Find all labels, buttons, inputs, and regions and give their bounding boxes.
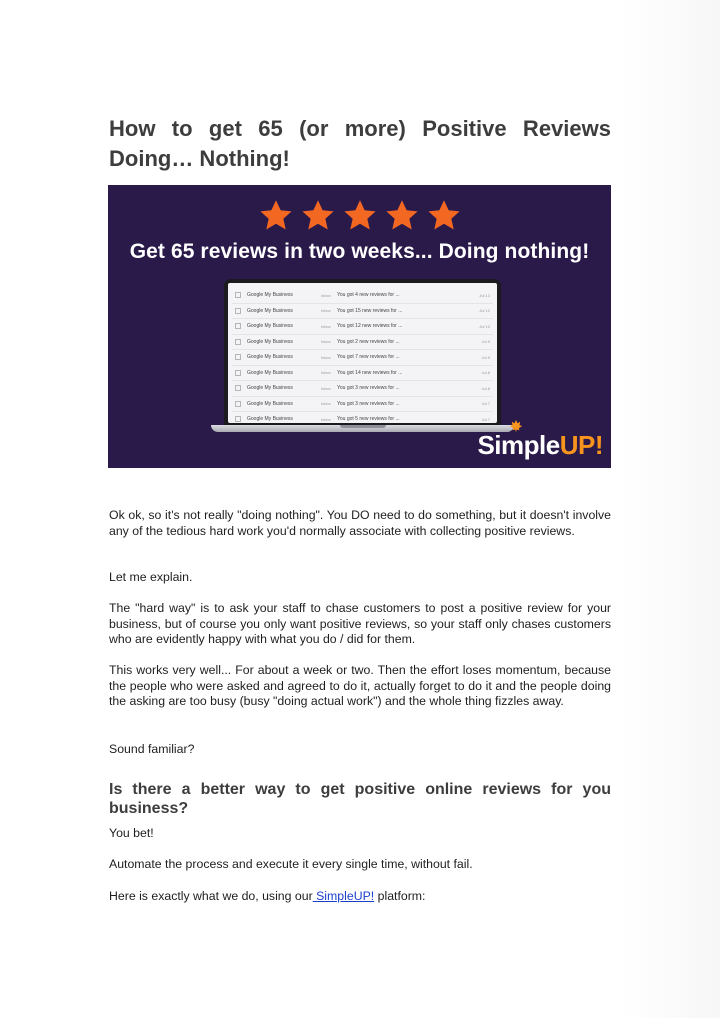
email-sender: Google My Business [247,323,293,330]
email-row [232,397,493,413]
paragraph-momentum: This works very well... For about a week or two. Then the effort loses momentum, because the people who were asked and agreed to do it, actually forget to do it and the people doing the asking are too busy (busy "doing actual work") and the whole thing fizzles away. [109,663,611,708]
email-date: Jul 9 [481,339,490,345]
page-edge-shade [620,0,720,1018]
simpleup-logo [477,430,603,461]
email-sender: Google My Business [247,400,293,407]
email-subject: You got 15 new reviews for ... [337,307,403,314]
email-subject: You got 12 new reviews for ... [337,323,403,330]
email-date: Jul 8 [481,385,490,391]
email-row [232,366,493,382]
email-date: Jul 9 [481,354,490,360]
email-row [232,335,493,351]
checkbox-icon [235,370,241,376]
paragraph-intro: Ok ok, so it's not really "doing nothing". You DO need to do something, but it doesn't involve any of the tedious hard work you'd normally associate with collecting positive reviews. [109,508,611,538]
checkbox-icon [235,323,241,329]
paragraph-explain: Let me explain. [109,570,193,584]
email-sender: Google My Business [247,354,293,361]
paragraph-platform [109,889,611,905]
email-row [232,288,493,304]
platform-text-after: platform: [374,889,426,903]
star-icon [383,198,421,234]
email-sender: Google My Business [247,385,293,392]
star-icon [341,198,379,234]
email-date: Jul 12 [479,308,490,314]
email-tag: Inbox [321,308,331,314]
inbox-list [228,283,497,423]
paragraph-hard-way: The "hard way" is to ask your staff to chase customers to post a positive review for your business, but of course you only want positive reviews, so your staff only chases customers who are evidently happy with what you do / did for them. [109,601,611,646]
logo-accent: UP! [559,430,603,460]
email-subject: You got 2 new reviews for ... [337,338,400,345]
email-sender: Google My Business [247,338,293,345]
email-subject: You got 7 new reviews for ... [337,354,400,361]
paragraph-automate: Automate the process and execute it every single time, without fail. [109,857,473,871]
email-row [232,350,493,366]
email-sender: Google My Business [247,292,293,299]
email-tag: Inbox [321,370,331,376]
paragraph-familiar: Sound familiar? [109,742,195,756]
email-sender: Google My Business [247,416,293,423]
logo-prefix: Simple [477,430,560,460]
paragraph-you-bet: You bet! [109,826,154,840]
email-subject: You got 4 new reviews for ... [337,292,400,299]
email-sender: Google My Business [247,369,293,376]
email-row [232,319,493,335]
star-icon [299,198,337,234]
email-subject: You got 3 new reviews for ... [337,385,400,392]
email-tag: Inbox [321,416,331,422]
email-tag: Inbox [321,401,331,407]
platform-text-before: Here is exactly what we do, using our [109,889,313,903]
email-date: Jul 10 [479,323,490,329]
email-row [232,304,493,320]
checkbox-icon [235,354,241,360]
email-tag: Inbox [321,385,331,391]
email-tag: Inbox [321,323,331,329]
hero-image [108,185,611,468]
checkbox-icon [235,401,241,407]
email-tag: Inbox [321,339,331,345]
laptop-notch [340,425,386,428]
simpleup-link[interactable]: SimpleUP! [312,889,375,903]
laptop-mockup [224,279,501,427]
rating-stars [108,198,611,239]
email-tag: Inbox [321,292,331,298]
email-date: Jul 13 [479,292,490,298]
email-date: Jul 7 [481,401,490,407]
checkbox-icon [235,292,241,298]
email-subject: You got 14 new reviews for ... [337,369,403,376]
email-sender: Google My Business [247,307,293,314]
star-icon [257,198,295,234]
email-subject: You got 3 new reviews for ... [337,400,400,407]
checkbox-icon [235,385,241,391]
star-icon [425,198,463,234]
checkbox-icon [235,339,241,345]
email-subject: You got 5 new reviews for ... [337,416,400,423]
email-date: Jul 8 [481,370,490,376]
article-title: How to get 65 (or more) Positive Reviews Doing… Nothing! [109,116,611,171]
email-date: Jul 7 [481,416,490,422]
checkbox-icon [235,308,241,314]
email-tag: Inbox [321,354,331,360]
email-row [232,381,493,397]
section-heading: Is there a better way to get positive online reviews for you business? [109,781,611,817]
checkbox-icon [235,416,241,422]
hero-heading: Get 65 reviews in two weeks... Doing nothing! [129,240,590,263]
